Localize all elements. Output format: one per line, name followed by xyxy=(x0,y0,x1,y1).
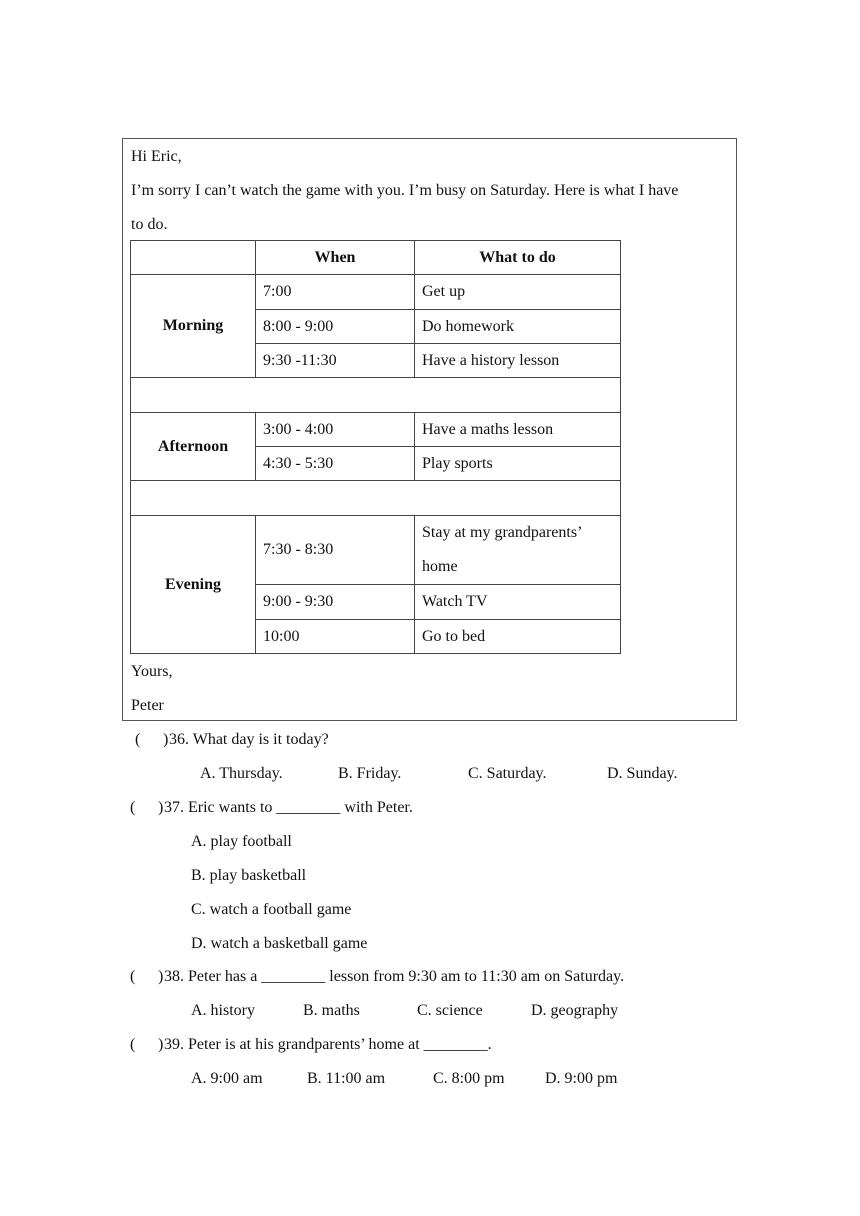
answer-paren-close: ) xyxy=(158,968,164,985)
what-cell: Get up xyxy=(415,275,621,310)
option-d: D. 9:00 pm xyxy=(545,1070,618,1087)
question-text: 37. Eric wants to ________ with Peter. xyxy=(164,799,413,816)
answer-paren-close: ) xyxy=(158,799,164,816)
period-afternoon: Afternoon xyxy=(131,413,256,481)
when-cell: 9:00 - 9:30 xyxy=(256,585,415,620)
question-text: 38. Peter has a ________ lesson from 9:30 am to 11:30 am on Saturday. xyxy=(164,968,625,985)
period-evening: Evening xyxy=(131,516,256,654)
when-cell: 4:30 - 5:30 xyxy=(256,447,415,481)
header-what: What to do xyxy=(415,241,621,275)
question-text: 36. What day is it today? xyxy=(169,731,329,748)
spacer-cell xyxy=(131,481,621,516)
what-cell: Watch TV xyxy=(415,585,621,620)
when-cell: 3:00 - 4:00 xyxy=(256,413,415,447)
option-d: D. watch a basketball game xyxy=(191,935,368,952)
when-cell: 7:00 xyxy=(256,275,415,310)
what-cell: Play sports xyxy=(415,447,621,481)
when-cell: 10:00 xyxy=(256,620,415,654)
what-cell: Do homework xyxy=(415,310,621,344)
option-a: A. play football xyxy=(191,833,292,850)
table-row xyxy=(131,516,621,585)
letter-closing: Yours, xyxy=(131,663,173,680)
letter-signature: Peter xyxy=(131,697,164,714)
table-spacer-row xyxy=(131,481,621,516)
option-d: D. geography xyxy=(531,1002,619,1019)
answer-paren-open: ( xyxy=(130,968,136,985)
table-header-row xyxy=(131,241,621,275)
answer-paren-close: ) xyxy=(163,731,169,748)
question-text: 39. Peter is at his grandparents’ home at ________. xyxy=(164,1036,492,1053)
what-cell: Go to bed xyxy=(415,620,621,654)
letter-box xyxy=(122,138,737,721)
option-a: A. 9:00 am xyxy=(191,1070,263,1087)
option-b: B. play basketball xyxy=(191,867,307,884)
when-cell: 9:30 -11:30 xyxy=(256,344,415,378)
period-morning: Morning xyxy=(131,275,256,378)
letter-body-line2: to do. xyxy=(131,216,168,233)
what-cell xyxy=(415,516,621,585)
option-b: B. 11:00 am xyxy=(307,1070,386,1087)
header-empty xyxy=(131,241,256,275)
schedule-table xyxy=(130,240,621,654)
answer-paren-open: ( xyxy=(130,1036,136,1053)
what-cell: Have a maths lesson xyxy=(415,413,621,447)
what-cell: Have a history lesson xyxy=(415,344,621,378)
option-c: C. Saturday. xyxy=(468,765,547,782)
spacer-cell xyxy=(131,378,621,413)
table-spacer-row xyxy=(131,378,621,413)
option-c: C. science xyxy=(417,1002,483,1019)
what-cell-line1: Stay at my grandparents’ xyxy=(422,524,583,541)
option-b: B. maths xyxy=(303,1002,360,1019)
table-row xyxy=(131,413,621,447)
letter-greeting: Hi Eric, xyxy=(131,148,182,165)
answer-paren-open: ( xyxy=(130,799,136,816)
option-d: D. Sunday. xyxy=(607,765,678,782)
answer-paren-close: ) xyxy=(158,1036,164,1053)
header-when: When xyxy=(256,241,415,275)
option-a: A. Thursday. xyxy=(200,765,283,782)
when-cell: 8:00 - 9:00 xyxy=(256,310,415,344)
answer-paren-open: ( xyxy=(135,731,141,748)
option-c: C. watch a football game xyxy=(191,901,352,918)
table-row xyxy=(131,275,621,310)
when-cell: 7:30 - 8:30 xyxy=(256,516,415,585)
option-a: A. history xyxy=(191,1002,255,1019)
what-cell-line2: home xyxy=(422,558,458,575)
option-b: B. Friday. xyxy=(338,765,402,782)
option-c: C. 8:00 pm xyxy=(433,1070,505,1087)
letter-body-line1: I’m sorry I can’t watch the game with you. I’m busy on Saturday. Here is what I have xyxy=(131,182,679,199)
